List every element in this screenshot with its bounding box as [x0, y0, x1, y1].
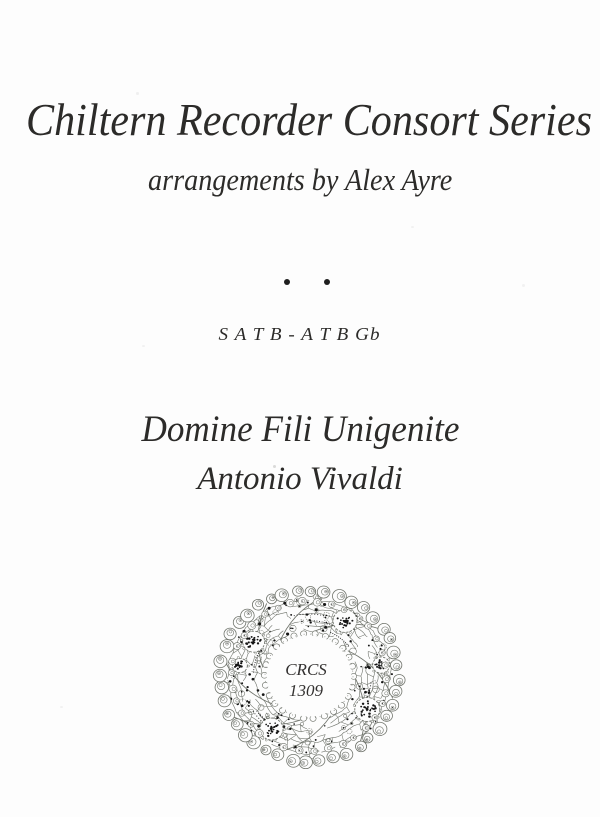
scan-speckle — [142, 345, 145, 347]
scan-speckle — [136, 92, 139, 95]
separator-dot-icon — [284, 279, 290, 285]
scan-speckle — [411, 226, 414, 228]
series-title-text: Chiltern Recorder Consort Series — [25, 94, 592, 145]
catalog-number: 1309 — [289, 681, 323, 700]
arranger-line-text: arrangements by Alex Ayre — [147, 162, 453, 197]
composer-name-text: Antonio Vivaldi — [197, 461, 403, 497]
arranger-line — [0, 164, 600, 195]
separator-dot-icon — [324, 279, 330, 285]
work-title — [0, 411, 600, 448]
work-title-text: Domine Fili Unigenite — [141, 409, 459, 450]
scan-speckle — [60, 706, 63, 708]
series-title — [0, 94, 600, 145]
scan-speckle — [522, 284, 525, 287]
scan-speckle — [273, 465, 276, 468]
separator-dots — [7, 279, 600, 285]
composer-name — [0, 463, 600, 496]
instrumentation-text: S A T B - A T B Gb — [218, 324, 382, 344]
catalog-series: CRCS — [285, 660, 327, 679]
instrumentation-line — [0, 325, 600, 343]
catalog-label — [206, 659, 406, 701]
